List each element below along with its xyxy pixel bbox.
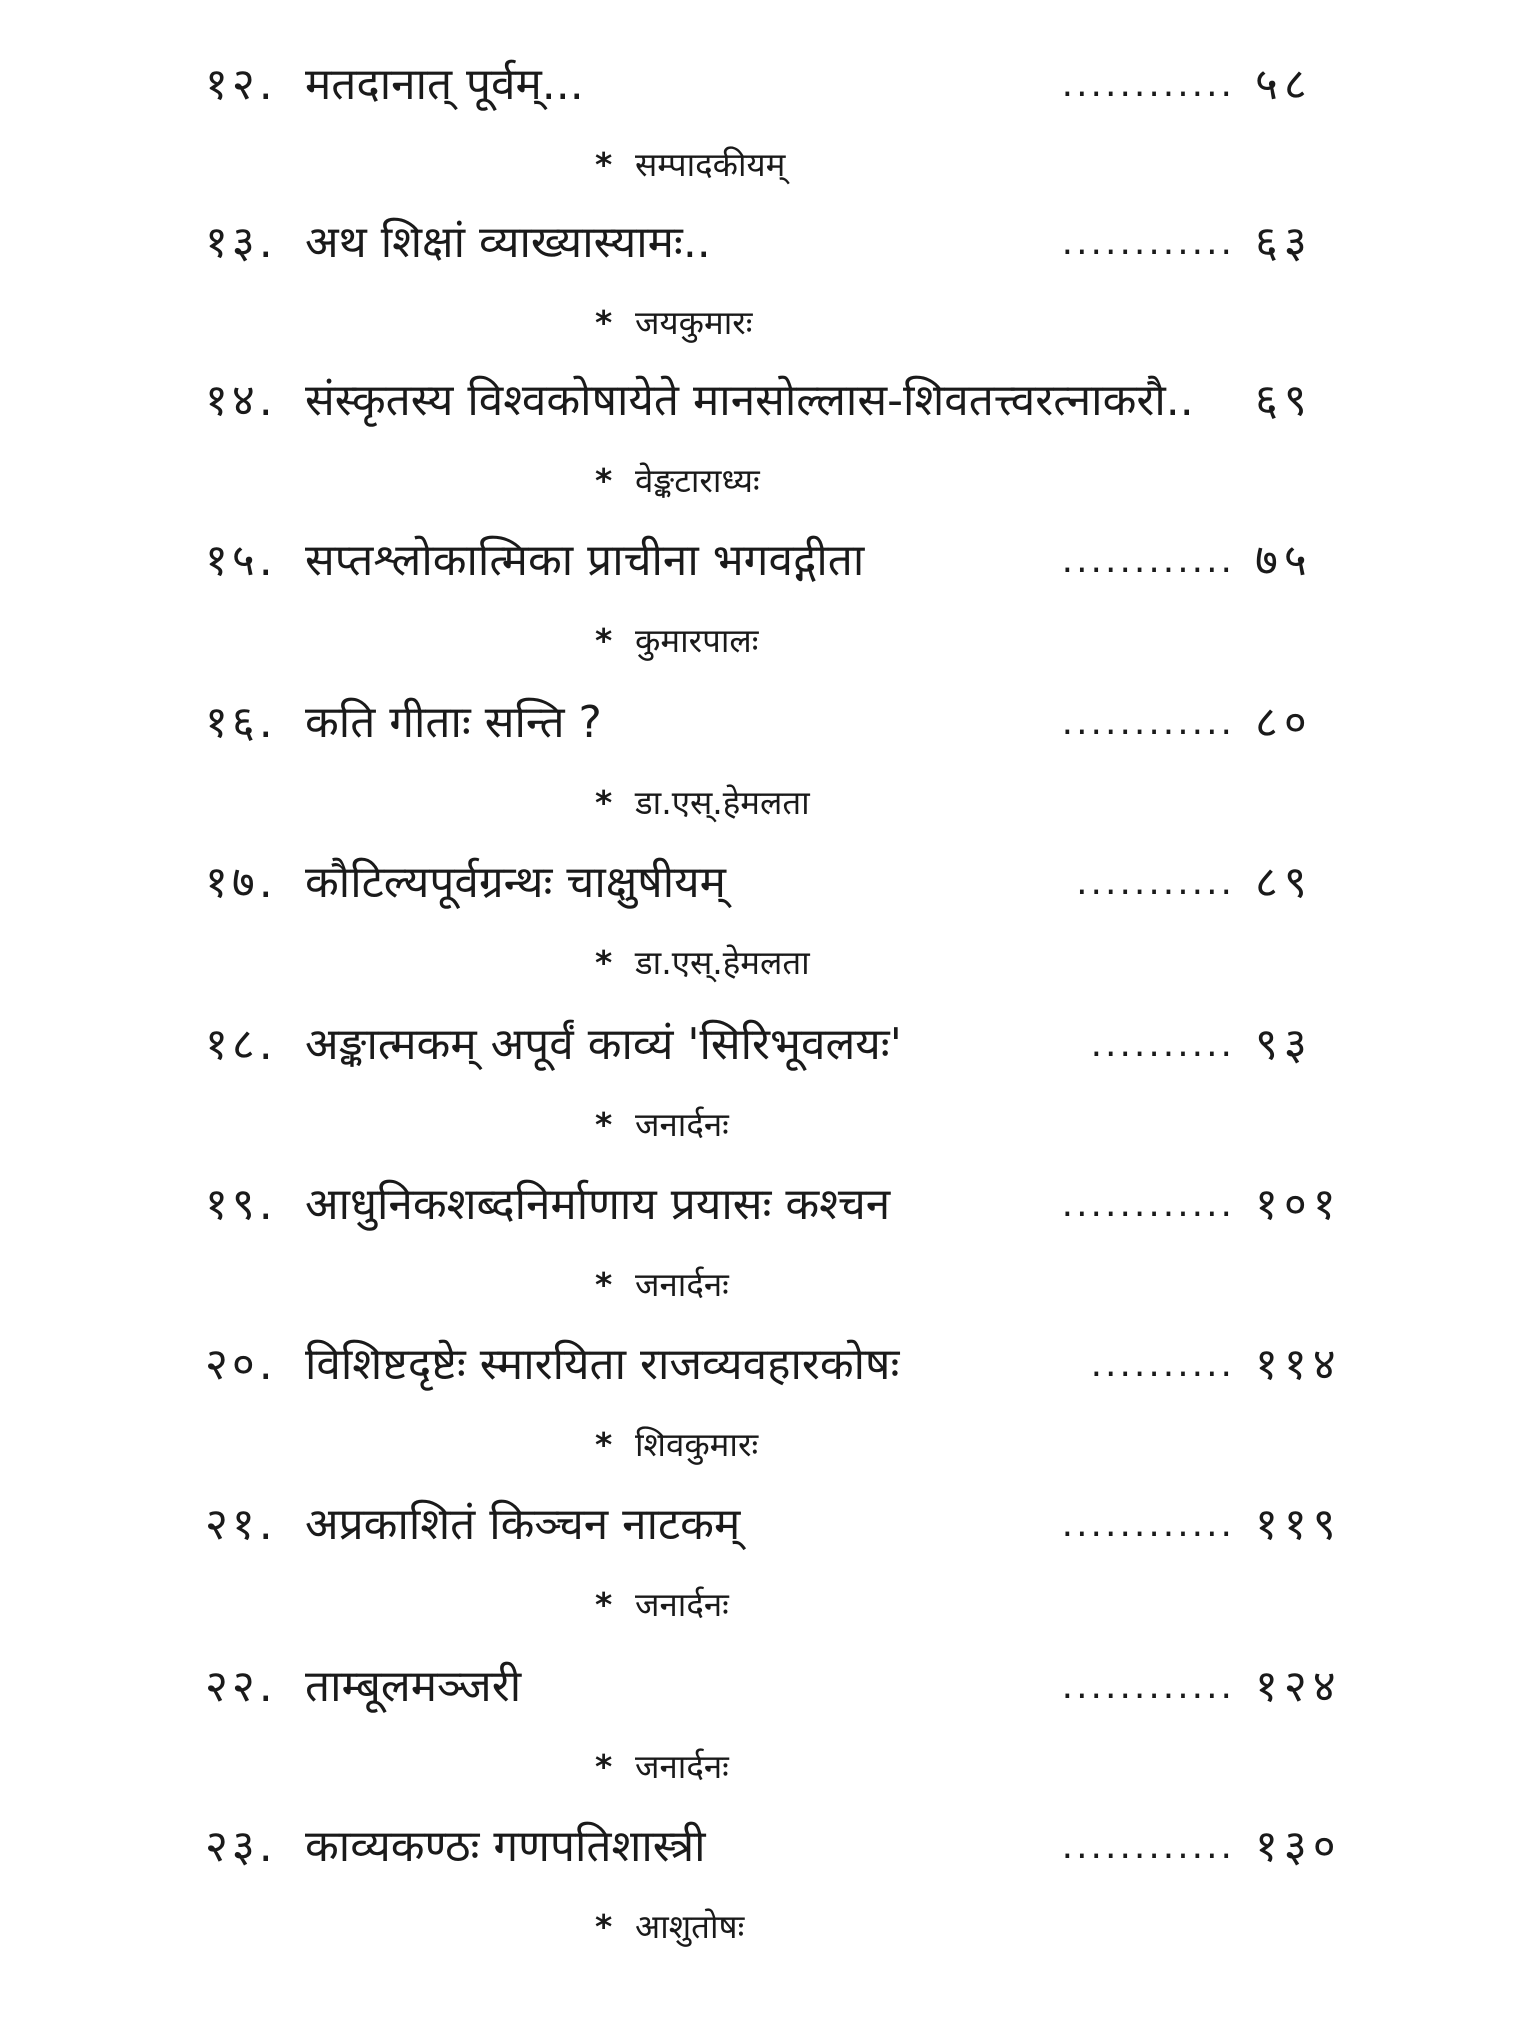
entry-title-line	[205, 366, 1335, 436]
dot-leader: ............	[1061, 1184, 1235, 1225]
entry-page-number: ७५	[1255, 535, 1313, 586]
entry-number: २३.	[205, 1821, 277, 1872]
entry-number: १७.	[205, 857, 277, 908]
entry-number: १२.	[205, 59, 277, 110]
entry-page-number: ६९	[1255, 375, 1313, 426]
entry-author: डा.एस्.हेमलता	[635, 943, 810, 982]
entry-title-line	[205, 1652, 1342, 1722]
dot-leader: ............	[1061, 1826, 1235, 1867]
entry-number: १९.	[205, 1179, 277, 1230]
entry-author-line	[595, 778, 810, 828]
asterisk-icon: *	[595, 145, 613, 184]
entry-author-line	[595, 938, 810, 988]
dot-leader: ............	[1061, 540, 1235, 581]
entry-title: विशिष्टदृष्टेः स्मारयिता राजव्यवहारकोषः	[305, 1339, 900, 1390]
entry-title: आधुनिकशब्दनिर्माणाय प्रयासः कश्चन	[305, 1179, 891, 1230]
entry-number: १८.	[205, 1019, 277, 1070]
entry-page-number: ११९	[1255, 1499, 1342, 1550]
toc-entry	[0, 1330, 1526, 1495]
entry-author: जनार्दनः	[635, 1585, 729, 1624]
entry-title: काव्यकण्ठः गणपतिशास्त्री	[305, 1821, 706, 1872]
toc-entry	[0, 688, 1526, 853]
asterisk-icon: *	[595, 943, 613, 982]
entry-title: अथ शिक्षां व्याख्यास्यामः..	[305, 217, 711, 268]
asterisk-icon: *	[595, 1265, 613, 1304]
entry-author-line	[595, 616, 758, 666]
entry-title: संस्कृतस्य विश्वकोषायेते मानसोल्लास-शिवतत्त्वरत्नाकरौ..	[305, 375, 1194, 426]
entry-title: अप्रकाशितं किञ्चन नाटकम्	[305, 1499, 741, 1550]
entry-author-line	[595, 456, 760, 506]
entry-page-number: ६३	[1255, 217, 1313, 268]
entry-page-number: ५८	[1255, 59, 1313, 110]
entry-author-line	[595, 140, 785, 190]
entry-author: जनार्दनः	[635, 1747, 729, 1786]
asterisk-icon: *	[595, 1747, 613, 1786]
entry-title: मतदानात् पूर्वम्...	[305, 59, 584, 110]
entry-author-line	[595, 1742, 729, 1792]
entry-number: २१.	[205, 1499, 277, 1550]
entry-page-number: १३०	[1255, 1821, 1342, 1872]
entry-author-line	[595, 1100, 729, 1150]
entry-author: कुमारपालः	[635, 621, 759, 660]
toc-entry	[0, 1652, 1526, 1817]
entry-author: डा.एस्.हेमलता	[635, 783, 810, 822]
entry-title: ताम्बूलमञ्जरी	[305, 1661, 522, 1712]
entry-title-line	[205, 688, 1335, 758]
entry-author-line	[595, 1420, 758, 1470]
entry-author: आशुतोषः	[635, 1907, 745, 1946]
entry-page-number: ११४	[1255, 1339, 1342, 1390]
asterisk-icon: *	[595, 1907, 613, 1946]
entry-title: सप्तश्लोकात्मिका प्राचीना भगवद्गीता	[305, 535, 865, 586]
dot-leader: ............	[1061, 1504, 1235, 1545]
entry-page-number: ८९	[1255, 857, 1313, 908]
entry-title: कति गीताः सन्ति ?	[305, 697, 602, 748]
entry-title-line	[205, 1010, 1335, 1080]
entry-title: कौटिल्यपूर्वग्रन्थः चाक्षुषीयम्	[305, 857, 726, 908]
entry-author: जनार्दनः	[635, 1265, 729, 1304]
asterisk-icon: *	[595, 621, 613, 660]
entry-author: वेङ्कटाराध्यः	[635, 461, 760, 500]
toc-entry	[0, 50, 1526, 215]
dot-leader: ............	[1061, 222, 1235, 263]
entry-author-line	[595, 1902, 744, 1952]
dot-leader: ..........	[1090, 1344, 1235, 1385]
asterisk-icon: *	[595, 1585, 613, 1624]
entry-author: जयकुमारः	[635, 303, 753, 342]
entry-author-line	[595, 1580, 729, 1630]
toc-entry	[0, 526, 1526, 691]
entry-number: १६.	[205, 697, 277, 748]
toc-entry	[0, 1490, 1526, 1655]
entry-title-line	[205, 208, 1335, 278]
entry-title-line	[205, 1812, 1342, 1882]
entry-number: १४.	[205, 375, 277, 426]
entry-number: २२.	[205, 1661, 277, 1712]
entry-page-number: १२४	[1255, 1661, 1342, 1712]
dot-leader: ............	[1061, 1666, 1235, 1707]
dot-leader: ..........	[1090, 1024, 1235, 1065]
entry-title-line	[205, 1330, 1342, 1400]
entry-title-line	[205, 50, 1335, 120]
entry-number: २०.	[205, 1339, 277, 1390]
entry-title: अङ्कात्मकम् अपूर्वं काव्यं 'सिरिभूवलयः'	[305, 1019, 902, 1070]
asterisk-icon: *	[595, 783, 613, 822]
entry-number: १३.	[205, 217, 277, 268]
entry-author-line	[595, 1260, 729, 1310]
asterisk-icon: *	[595, 1425, 613, 1464]
entry-title-line	[205, 526, 1335, 596]
asterisk-icon: *	[595, 461, 613, 500]
entry-title-line	[205, 1170, 1342, 1240]
entry-author: जनार्दनः	[635, 1105, 729, 1144]
toc-entry	[0, 1010, 1526, 1175]
toc-entry	[0, 208, 1526, 373]
asterisk-icon: *	[595, 303, 613, 342]
toc-entry	[0, 366, 1526, 531]
dot-leader: ...........	[1076, 862, 1235, 903]
entry-page-number: ८०	[1255, 697, 1313, 748]
entry-author: शिवकुमारः	[635, 1425, 759, 1464]
entry-page-number: १०१	[1255, 1179, 1342, 1230]
entry-title-line	[205, 848, 1335, 918]
entry-page-number: ९३	[1255, 1019, 1313, 1070]
toc-entry	[0, 848, 1526, 1013]
asterisk-icon: *	[595, 1105, 613, 1144]
entry-number: १५.	[205, 535, 277, 586]
dot-leader: ............	[1061, 64, 1235, 105]
toc-entry	[0, 1812, 1526, 1977]
toc-entry	[0, 1170, 1526, 1335]
entry-author-line	[595, 298, 752, 348]
entry-title-line	[205, 1490, 1342, 1560]
dot-leader: ............	[1061, 702, 1235, 743]
entry-author: सम्पादकीयम्	[635, 145, 786, 184]
